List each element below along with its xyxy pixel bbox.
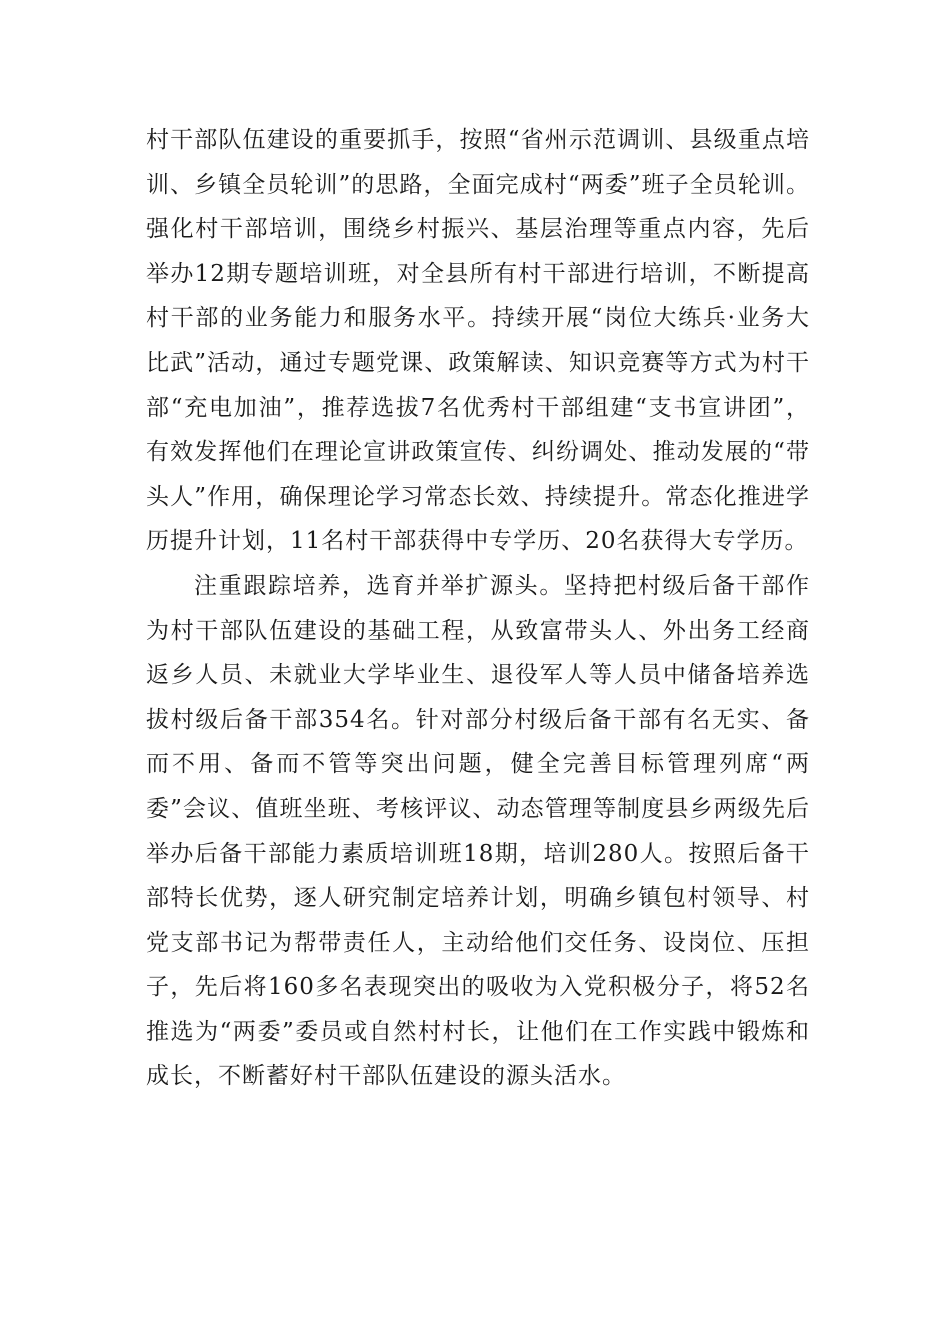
document-body xyxy=(146,118,810,1099)
paragraph-village-cadre-training: 村干部队伍建设的重要抓手，按照“省州示范调训、县级重点培训、乡镇全员轮训”的思路，全面完成村“两委”班子全员轮训。强化村干部培训，围绕乡村振兴、基层治理等重点内容，先后举办12期专题培训班，对全县所有村干部进行培训，不断提高村干部的业务能力和服务水平。持续开展“岗位大练兵·业务大比武”活动，通过专题党课、政策解读、知识竞赛等方式为村干部“充电加油”，推荐选拔7名优秀村干部组建“支书宣讲团”，有效发挥他们在理论宣讲政策宣传、纠纷调处、推动发展的“带头人”作用，确保理论学习常态长效、持续提升。常态化推进学历提升计划，11名村干部获得中专学历、20名获得大专学历。 xyxy=(146,127,810,555)
paragraph-reserve-cadre-cultivation: 注重跟踪培养，选育并举扩源头。坚持把村级后备干部作为村干部队伍建设的基础工程，从致富带头人、外出务工经商返乡人员、未就业大学毕业生、退役军人等人员中储备培养选拔村级后备干部354名。针对部分村级后备干部有名无实、备而不用、备而不管等突出问题，健全完善目标管理列席“两委”会议、值班坐班、考核评议、动态管理等制度县乡两级先后举办后备干部能力素质培训班18期，培训280人。按照后备干部特长优势，逐人研究制定培养计划，明确乡镇包村领导、村党支部书记为帮带责任人，主动给他们交任务、设岗位、压担子，先后将160多名表现突出的吸收为入党积极分子，将52名推选为“两委”委员或自然村村长，让他们在工作实践中锻炼和成长，不断蓄好村干部队伍建设的源头活水。 xyxy=(146,572,810,1090)
